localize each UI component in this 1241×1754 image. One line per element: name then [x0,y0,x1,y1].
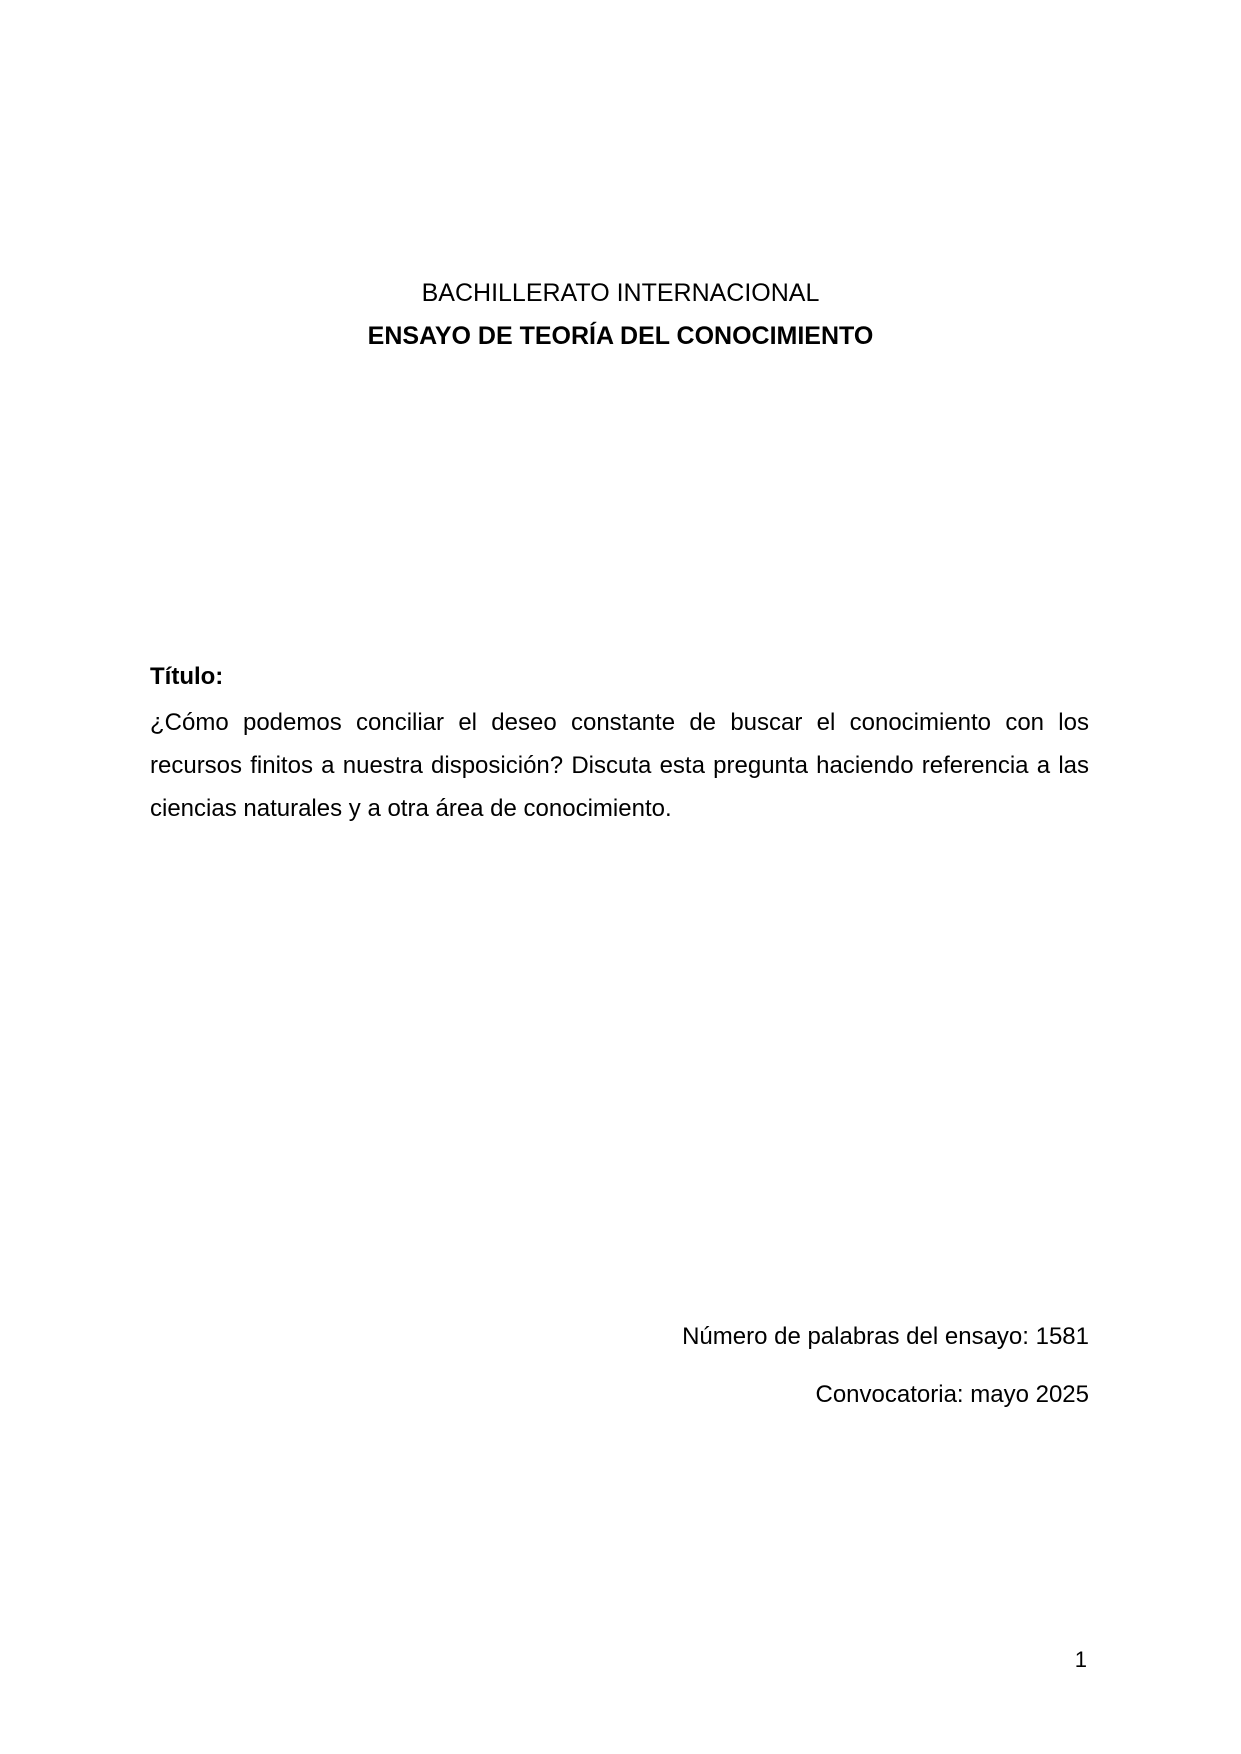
title-label: Título: [150,663,224,690]
title-question: ¿Cómo podemos conciliar el deseo constante de buscar el conocimiento con los recursos finitos a nuestra disposición? Discuta esta pregunta haciendo referencia a las ciencias naturales y a otra área de conocimiento. [150,709,1089,822]
word-count: Número de palabras del ensayo: 1581 [682,1323,1089,1350]
title-block [150,662,1089,830]
program-heading: BACHILLERATO INTERNACIONAL [421,279,820,307]
exam-session: Convocatoria: mayo 2025 [815,1381,1089,1408]
page-number: 1 [1074,1647,1087,1672]
essay-type-heading: ENSAYO DE TEORÍA DEL CONOCIMIENTO [367,322,874,350]
